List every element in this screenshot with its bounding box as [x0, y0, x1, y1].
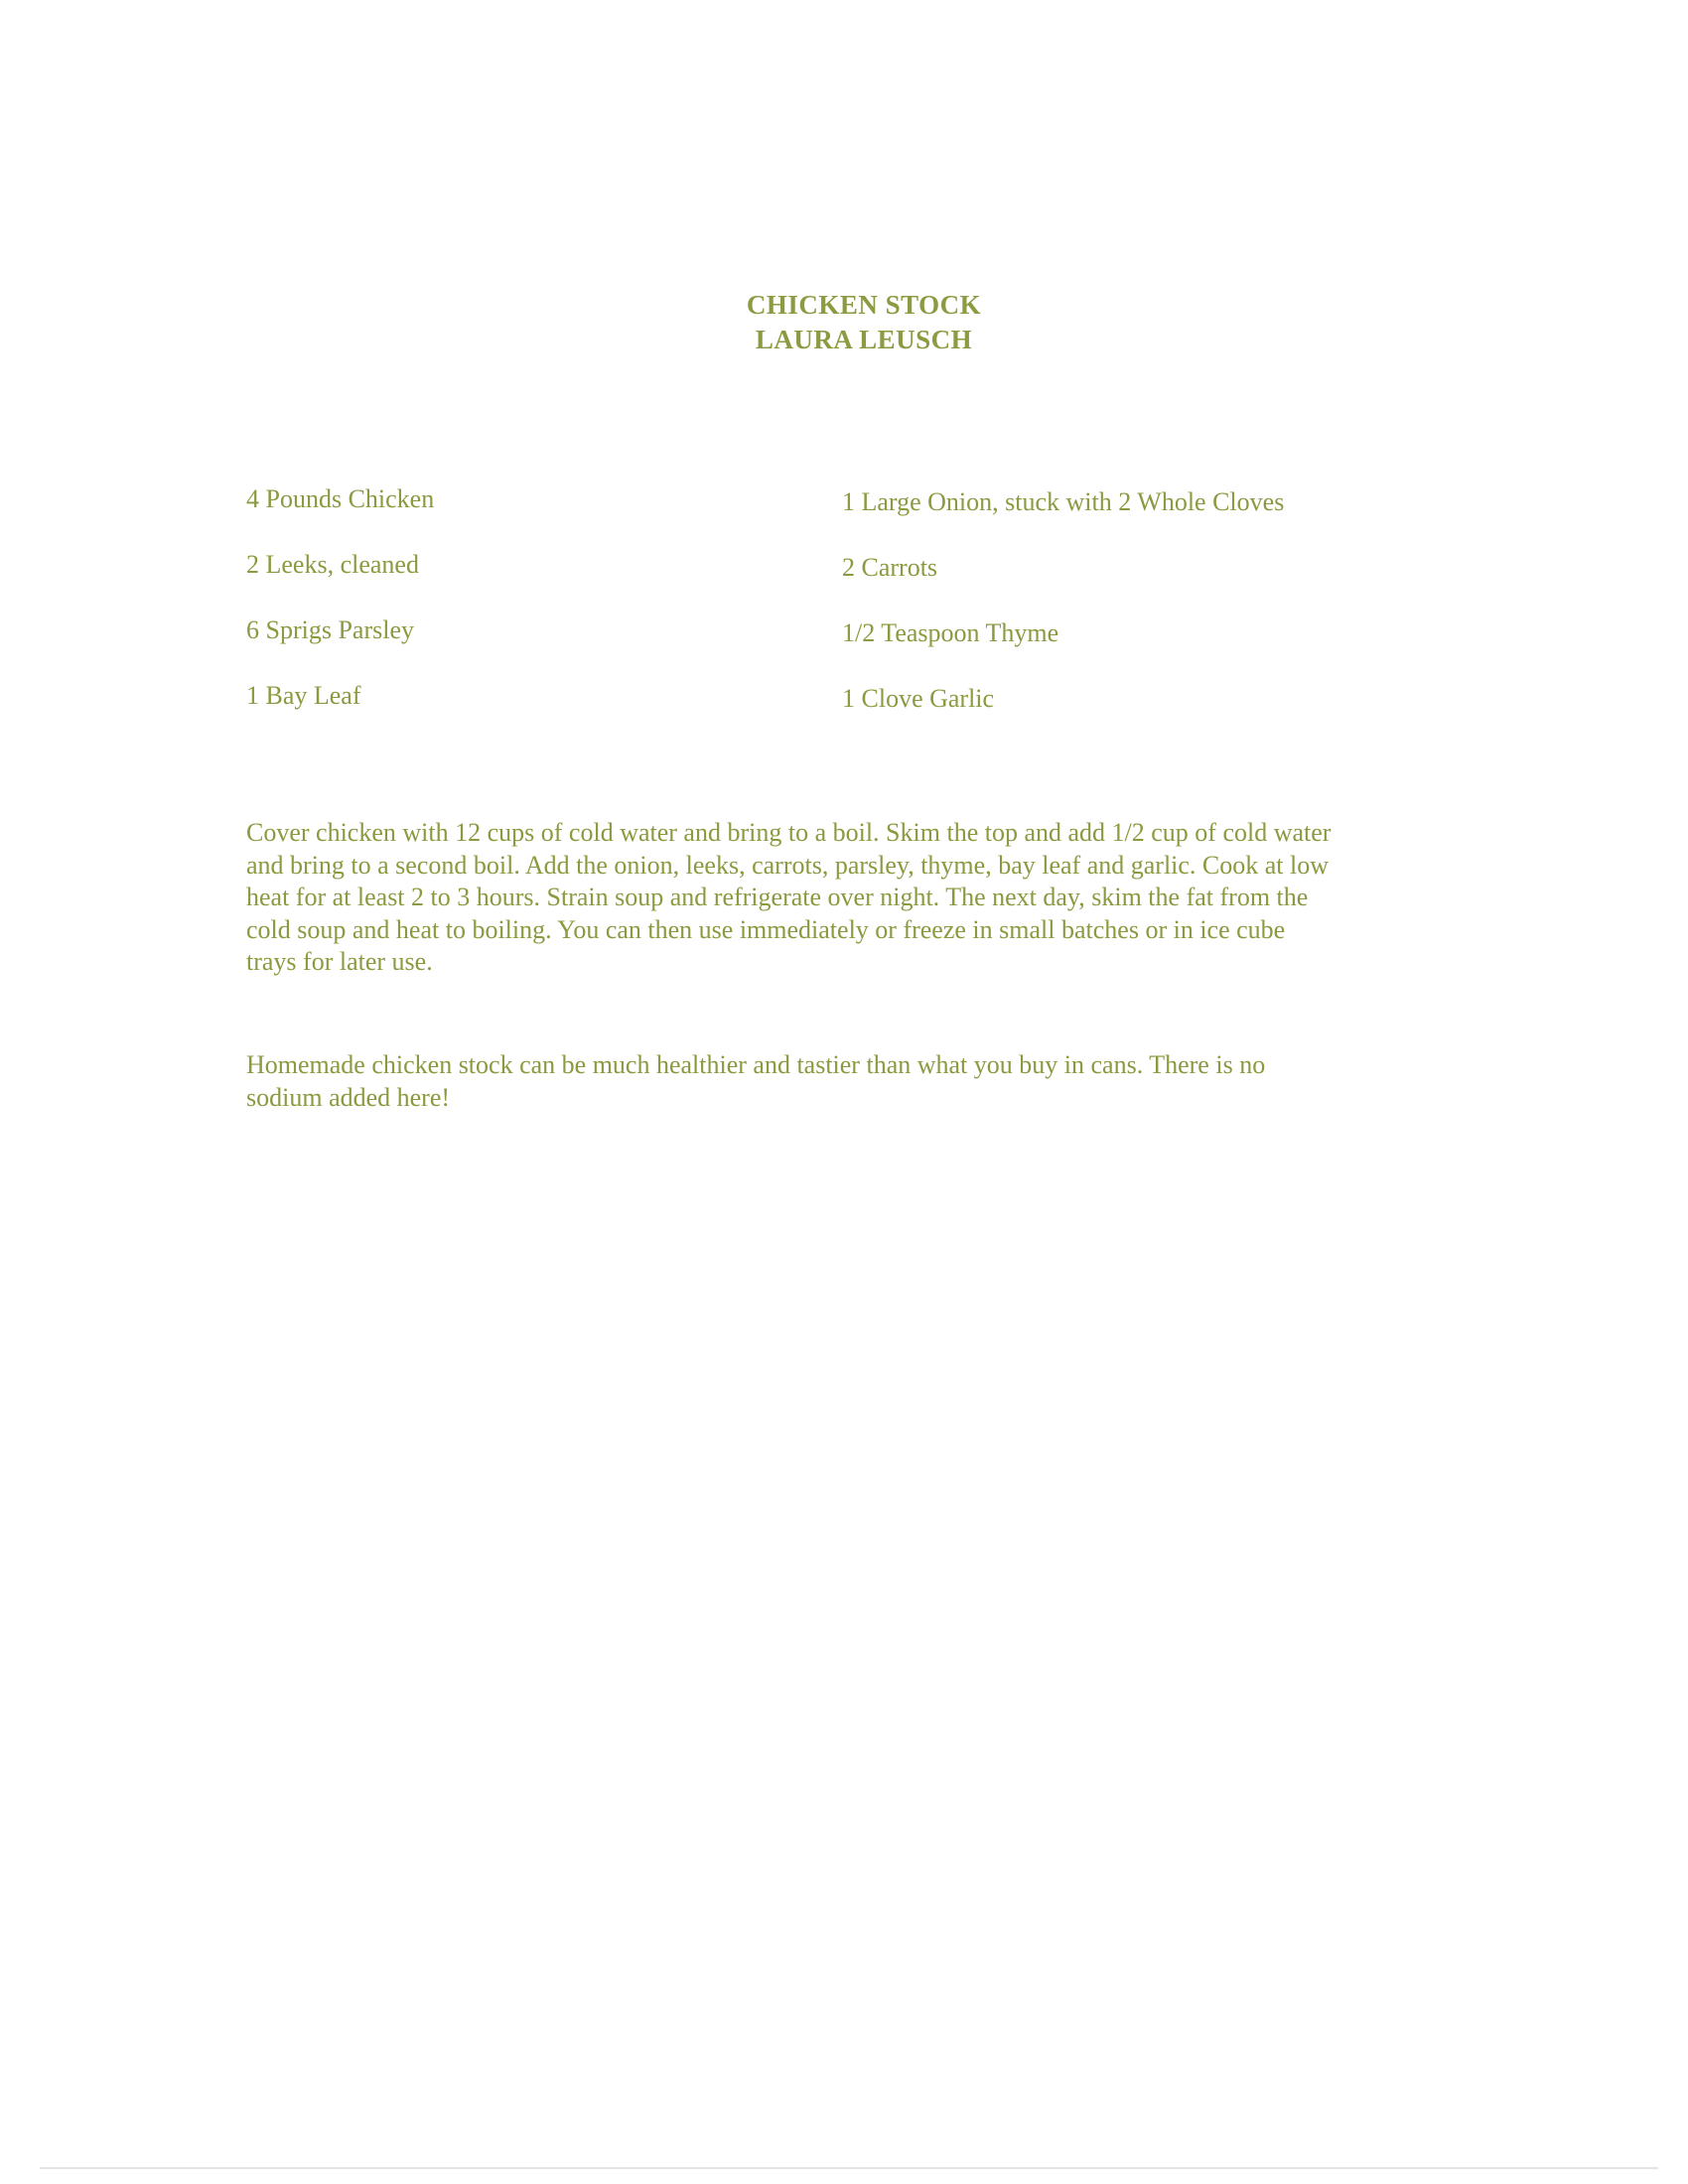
- ingredient-right-1: 1 Large Onion, stuck with 2 Whole Cloves: [842, 487, 1285, 516]
- instructions-line: cold soup and heat to boiling. You can then use immediately or freeze in small batches or in ice cube: [246, 914, 1286, 944]
- instructions-line: Cover chicken with 12 cups of cold water and bring to a boil. Skim the top and add 1/2 cup of cold water: [246, 818, 1332, 847]
- instructions-line: heat for at least 2 to 3 hours. Strain soup and refrigerate over night. The next day, skim the fat from the: [246, 883, 1309, 911]
- ingredient-right-2: 2 Carrots: [842, 553, 938, 582]
- ingredient-left-4: 1 Bay Leaf: [246, 681, 361, 710]
- instructions-line: trays for later use.: [246, 947, 433, 976]
- ingredient-right-4: 1 Clove Garlic: [842, 684, 995, 713]
- ingredient-left-3: 6 Sprigs Parsley: [246, 615, 414, 644]
- ingredient-right-3: 1/2 Teaspoon Thyme: [842, 618, 1059, 647]
- scan-edge-line: [40, 2167, 1658, 2169]
- ingredient-left-2: 2 Leeks, cleaned: [246, 550, 419, 579]
- recipe-header: [0, 288, 1688, 357]
- ingredient-left-1: 4 Pounds Chicken: [246, 484, 435, 513]
- recipe-author: LAURA LEUSCH: [755, 325, 973, 354]
- note-line: Homemade chicken stock can be much healthier and tastier than what you buy in cans. There is no: [246, 1050, 1266, 1079]
- instructions-line: and bring to a second boil. Add the onion, leeks, carrots, parsley, thyme, bay leaf and garlic. Cook at low: [246, 850, 1330, 880]
- note-paragraph: [246, 1049, 1458, 1114]
- instructions-paragraph: [246, 817, 1458, 979]
- recipe-title: CHICKEN STOCK: [746, 290, 982, 320]
- note-line: sodium added here!: [246, 1082, 451, 1112]
